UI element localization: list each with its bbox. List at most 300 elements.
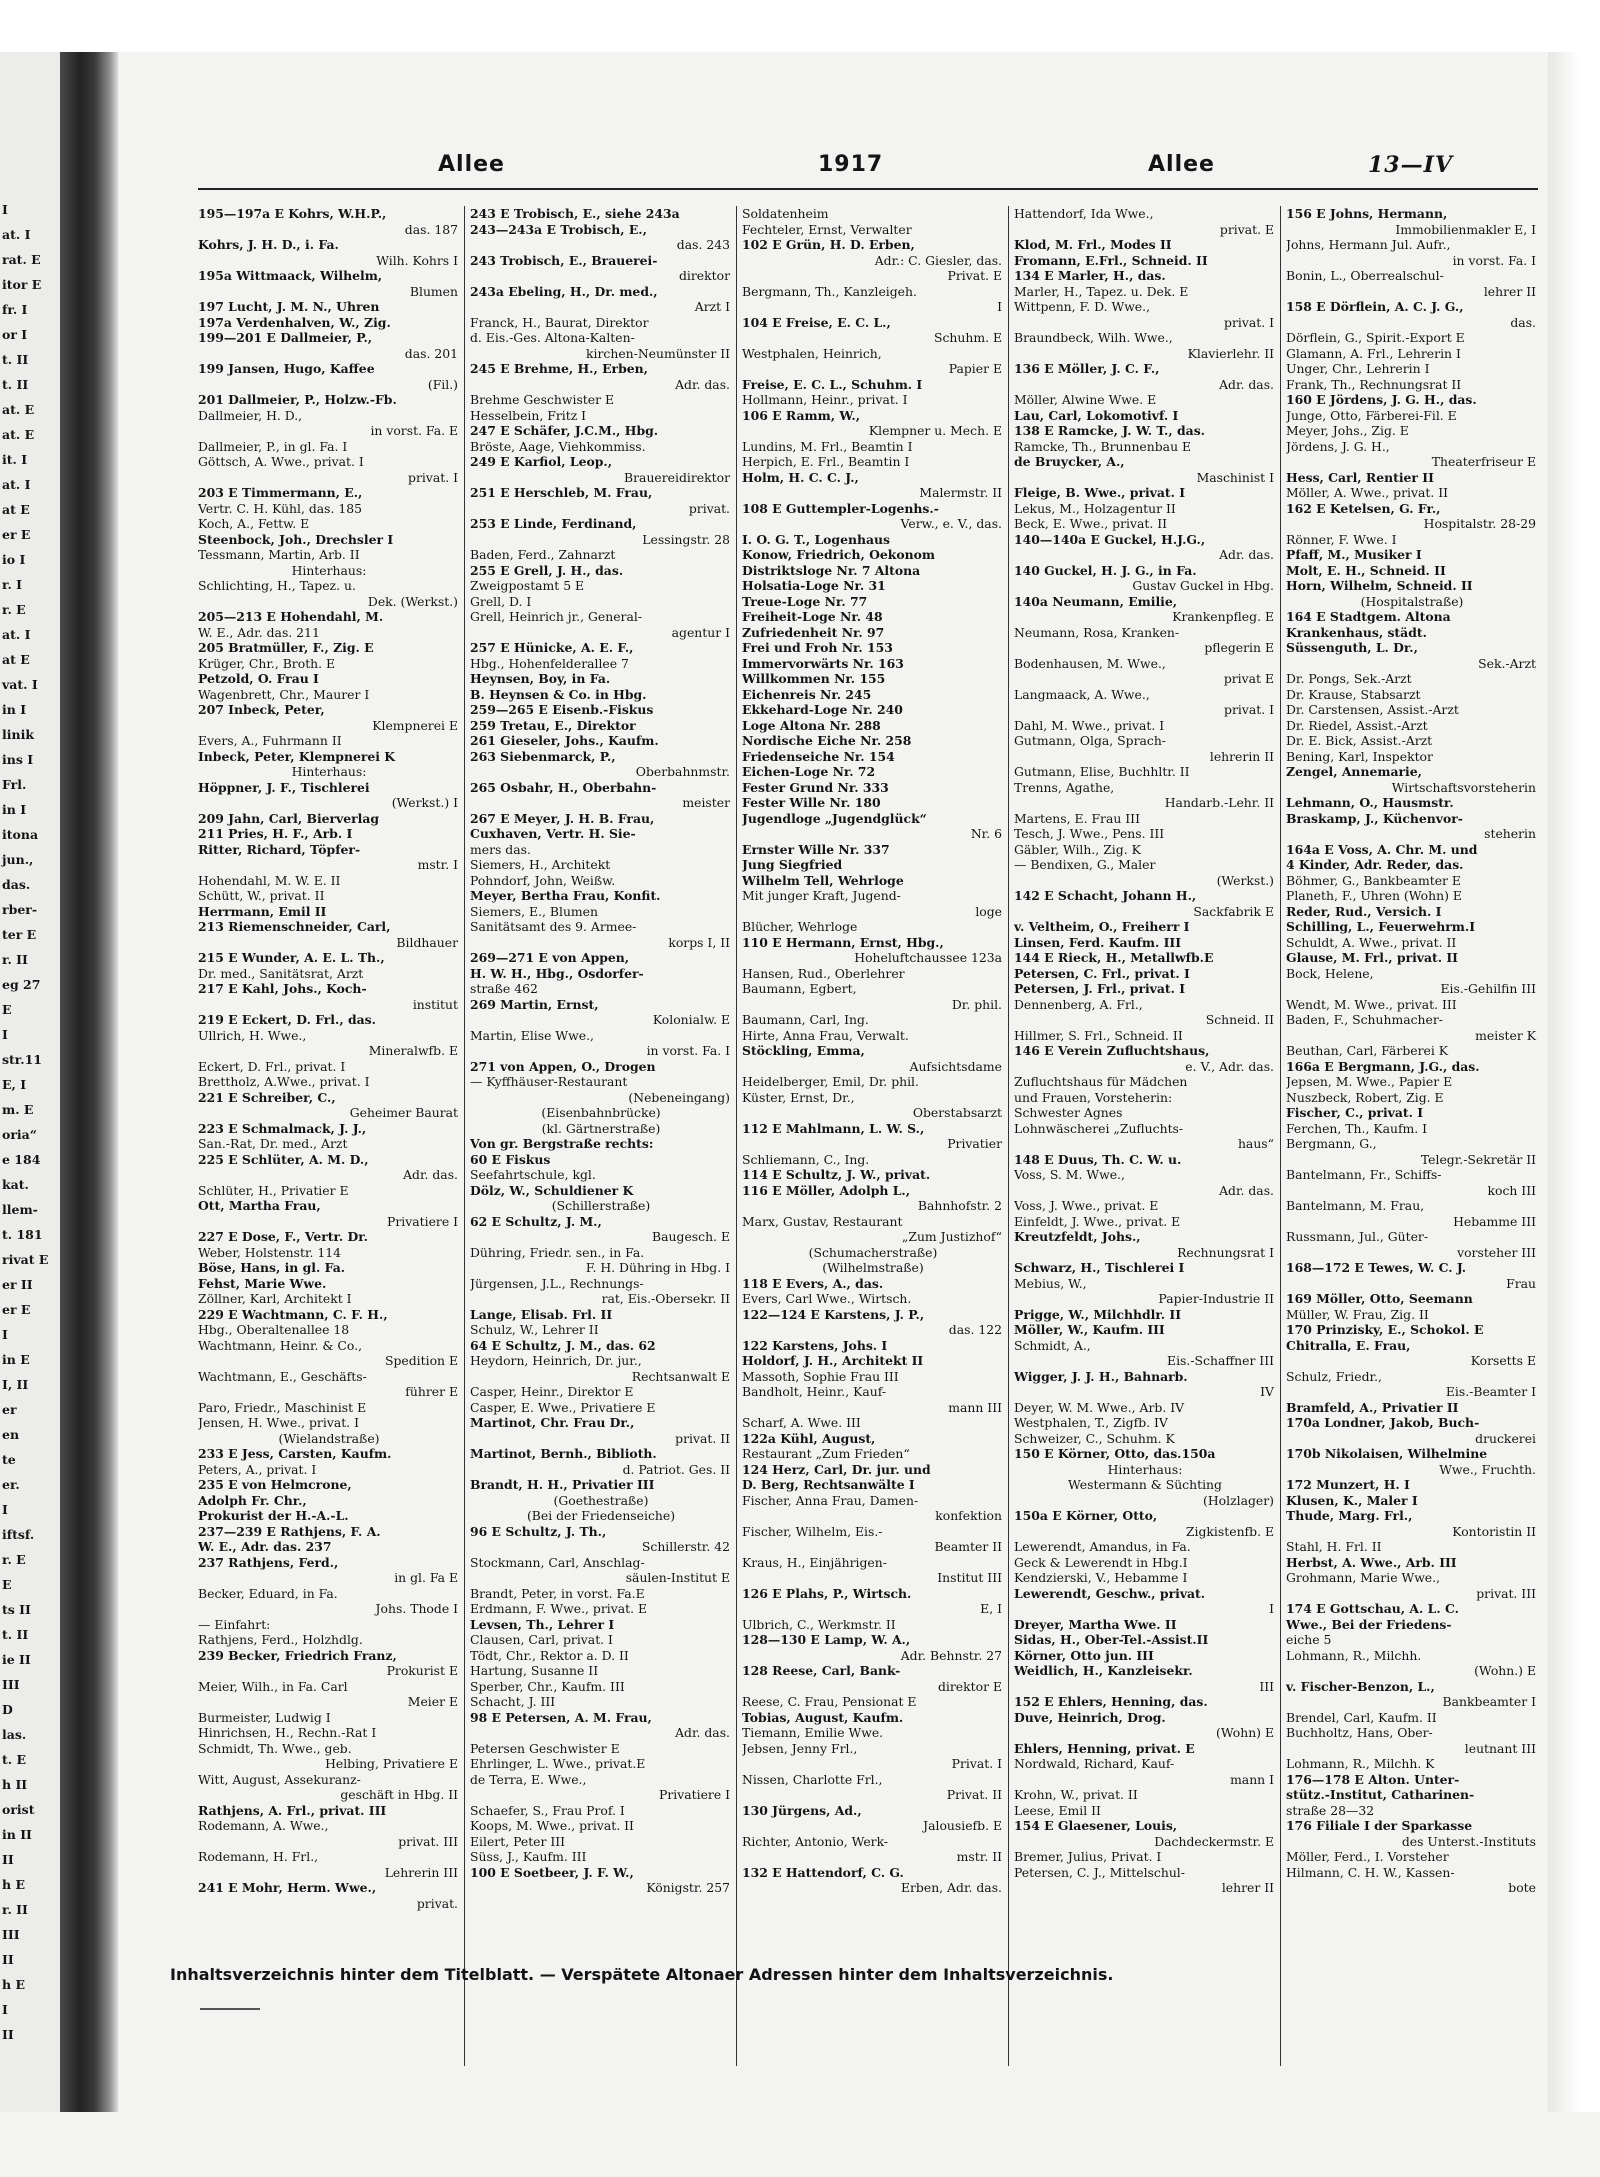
directory-column-3 — [742, 206, 1004, 2066]
directory-entry-line: Eckert, D. Frl., privat. I — [198, 1058, 346, 1074]
directory-entry-line: Stöckling, Emma, — [742, 1043, 865, 1058]
directory-entry-line: Heynsen, Boy, in Fa. — [470, 671, 611, 686]
previous-page-fragment: str.11 — [2, 1052, 42, 1067]
directory-entry-line: Blücher, Wehrloge — [742, 919, 858, 934]
directory-entry-line: Schilling, L., Feuerwehrm.I — [1286, 919, 1476, 934]
directory-entry-line: Immervorwärts Nr. 163 — [742, 655, 904, 671]
directory-entry-line: leutnant III — [1464, 1740, 1536, 1756]
directory-entry-line: 267 E Meyer, J. H. B. Frau, — [470, 810, 655, 826]
directory-entry-line: institut — [412, 996, 458, 1012]
directory-entry-line: Levsen, Th., Lehrer I — [470, 1616, 615, 1632]
directory-entry-line: 116 E Möller, Adolph L., — [742, 1182, 911, 1198]
directory-entry-line: Dr. phil. — [951, 996, 1002, 1012]
previous-page-fragment: II — [2, 1852, 14, 1867]
directory-entry-line: Möller, Ferd., I. Vorsteher — [1286, 1849, 1449, 1864]
directory-entry-line: Schuldt, A. Wwe., privat. II — [1286, 934, 1457, 950]
directory-entry-line: Lohmann, R., Milchh. K — [1286, 1756, 1435, 1771]
directory-entry-line: Möller, A. Wwe., privat. II — [1286, 485, 1449, 500]
directory-entry-line: Brauereidirektor — [624, 469, 730, 485]
previous-page-fragment: er. — [2, 1477, 20, 1492]
directory-entry-line: 253 E Linde, Ferdinand, — [470, 516, 637, 531]
directory-entry-line: Witt, August, Assekuranz- — [198, 1771, 361, 1787]
previous-page-fragment: rber- — [2, 902, 38, 917]
directory-entry-line: Freise, E. C. L., Schuhm. I — [742, 376, 923, 392]
directory-entry-line: Bodenhausen, M. Wwe., — [1014, 655, 1166, 671]
directory-entry-line: Grell, Heinrich jr., General- — [470, 609, 643, 624]
directory-entry-line: 205 Bratmüller, F., Zig. E — [198, 640, 374, 655]
directory-entry-line: 199 Jansen, Hugo, Kaffee — [198, 361, 375, 376]
directory-entry-line: Sanitätsamt des 9. Armee- — [470, 919, 637, 934]
directory-entry-line: (Schillerstraße) — [551, 1198, 651, 1213]
directory-entry-line: 209 Jahn, Carl, Bierverlag — [198, 810, 380, 826]
directory-entry-line: Adr. das. — [403, 1167, 458, 1182]
directory-entry-line: Seefahrtschule, kgl. — [470, 1167, 596, 1182]
directory-entry-line: des Unterst.-Instituts — [1401, 1833, 1536, 1849]
directory-entry-line: Maschinist I — [1196, 469, 1274, 485]
directory-entry-line: 114 E Schultz, J. W., privat. — [742, 1167, 931, 1182]
directory-entry-line: Horn, Wilhelm, Schneid. II — [1286, 578, 1473, 593]
directory-entry-line: mann III — [948, 1399, 1002, 1415]
directory-entry-line: 229 E Wachtmann, C. F. H., — [198, 1306, 388, 1322]
directory-entry-line: das. 187 — [404, 221, 458, 237]
directory-entry-line: 4 Kinder, Adr. Reder, das. — [1286, 857, 1464, 872]
directory-entry-line: Privatiere I — [387, 1213, 458, 1229]
directory-entry-line: Hospitalstr. 28-29 — [1423, 516, 1536, 531]
directory-entry-line: I — [1269, 1601, 1274, 1616]
directory-entry-line: Kendzierski, V., Hebamme I — [1014, 1570, 1188, 1585]
directory-entry-line: Deyer, W. M. Wwe., Arb. IV — [1014, 1399, 1185, 1415]
directory-entry-line: direktor — [678, 268, 730, 283]
directory-entry-line: Hebamme III — [1453, 1213, 1536, 1229]
directory-entry-line: 140—140a E Guckel, H.J.G., — [1014, 531, 1206, 547]
directory-entry-line: Lessingstr. 28 — [642, 531, 730, 547]
directory-entry-line: Bramfeld, A., Privatier II — [1286, 1399, 1459, 1415]
directory-entry-line: Schlichting, H., Tapez. u. — [198, 578, 356, 593]
directory-entry-line: privat. I — [408, 469, 458, 485]
directory-entry-line: Sidas, H., Ober-Tel.-Assist.II — [1014, 1632, 1209, 1647]
directory-entry-line: 239 Becker, Friedrich Franz, — [198, 1647, 397, 1663]
directory-entry-line: Massoth, Sophie Frau III — [742, 1368, 899, 1384]
previous-page-fragment: r. II — [2, 952, 28, 967]
directory-entry-line: eiche 5 — [1286, 1632, 1332, 1647]
directory-entry-line: privat E — [1223, 671, 1274, 686]
directory-entry-line: Martin, Elise Wwe., — [470, 1027, 594, 1043]
directory-entry-line: 126 E Plahs, P., Wirtsch. — [742, 1585, 912, 1601]
directory-entry-line: Hinterhaus: — [291, 764, 367, 779]
directory-entry-line: 112 E Mahlmann, L. W. S., — [742, 1120, 925, 1136]
previous-page-fragment: Frl. — [2, 777, 27, 792]
directory-entry-line: Baumann, Egbert, — [742, 981, 857, 996]
directory-entry-line: Klusen, K., Maler I — [1286, 1492, 1418, 1508]
directory-entry-line: Stockmann, Carl, Anschlag- — [470, 1554, 645, 1570]
directory-entry-line: Dennenberg, A. Frl., — [1014, 996, 1143, 1012]
directory-entry-line: Herpich, E. Frl., Beamtin I — [742, 454, 910, 469]
previous-page-fragment: I — [2, 2002, 8, 2017]
directory-entry-line: Hattendorf, Ida Wwe., — [1014, 206, 1154, 221]
directory-entry-line: 144 E Rieck, H., Metallwfb.E — [1014, 950, 1214, 965]
previous-page-fragment: oria“ — [2, 1127, 37, 1142]
previous-page-fragment: vat. I — [2, 677, 38, 692]
directory-entry-line: Privatier — [947, 1136, 1002, 1151]
directory-entry-line: Adolph Fr. Chr., — [198, 1492, 307, 1508]
directory-entry-line: 140 Guckel, H. J. G., in Fa. — [1014, 562, 1197, 578]
directory-entry-line: 219 E Eckert, D. Frl., das. — [198, 1012, 376, 1027]
directory-entry-line: 122—124 E Karstens, J. P., — [742, 1306, 925, 1322]
directory-entry-line: Dr. Krause, Stabsarzt — [1286, 686, 1421, 702]
directory-entry-line: Schlüter, H., Privatier E — [198, 1182, 349, 1198]
directory-entry-line: Baden, Ferd., Zahnarzt — [470, 547, 616, 562]
directory-entry-line: Rechnungsrat I — [1177, 1244, 1274, 1260]
directory-entry-line: (Holzlager) — [1203, 1492, 1274, 1508]
directory-entry-line: Bildhauer — [396, 934, 458, 950]
directory-entry-line: 122a Kühl, August, — [742, 1430, 876, 1446]
directory-entry-line: Prokurist der H.-A.-L. — [198, 1508, 349, 1523]
directory-entry-line: Müller, W. Frau, Zig. II — [1286, 1306, 1429, 1322]
directory-entry-line: 162 E Ketelsen, G. Fr., — [1286, 500, 1441, 516]
directory-entry-line: 201 Dallmeier, P., Holzw.-Fb. — [198, 392, 397, 407]
previous-page-fragment: er E — [2, 527, 31, 542]
directory-entry-line: 138 E Ramcke, J. W. T., das. — [1014, 423, 1205, 438]
previous-page-fragment: rat. E — [2, 252, 41, 267]
directory-entry-line: 128 Reese, Carl, Bank- — [742, 1663, 901, 1678]
directory-entry-line: (Bei der Friedenseiche) — [526, 1508, 676, 1523]
directory-entry-line: Malermstr. II — [919, 485, 1002, 500]
directory-entry-line: Wagenbrett, Chr., Maurer I — [198, 686, 370, 702]
directory-entry-line: Wirtschaftsvorsteherin — [1391, 779, 1536, 795]
previous-page-fragment: I — [2, 202, 8, 217]
directory-entry-line: Evers, A., Fuhrmann II — [198, 733, 342, 748]
directory-column-2 — [470, 206, 732, 2066]
directory-entry-line: Petersen Geschwister E — [470, 1740, 620, 1756]
directory-entry-line: Böse, Hans, in gl. Fa. — [198, 1260, 346, 1275]
directory-entry-line: Zigkistenfb. E — [1185, 1523, 1274, 1539]
directory-entry-line: 136 E Möller, J. C. F., — [1014, 361, 1160, 376]
previous-page-fragment: t. II — [2, 377, 29, 392]
column-divider — [1280, 206, 1281, 2066]
directory-entry-line: 60 E Fiskus — [470, 1151, 551, 1167]
directory-entry-line: Mit junger Kraft, Jugend- — [742, 888, 901, 903]
directory-entry-line: Privat. I — [951, 1756, 1002, 1771]
directory-entry-line: 213 Riemenschneider, Carl, — [198, 919, 391, 934]
directory-entry-line: Dr. Riedel, Assist.-Arzt — [1286, 717, 1428, 733]
previous-page-fragment: itor E — [2, 277, 42, 292]
directory-entry-line: — Kyffhäuser-Restaurant — [470, 1074, 628, 1089]
directory-entry-line: das. — [1510, 314, 1536, 330]
directory-entry-line: Lekus, M., Holzagentur II — [1014, 500, 1176, 516]
directory-entry-line: Lange, Elisab. Frl. II — [470, 1306, 613, 1322]
directory-entry-line: Bantelmann, Fr., Schiffs- — [1286, 1167, 1442, 1182]
directory-entry-line: Loge Altona Nr. 288 — [742, 717, 881, 733]
directory-entry-line: Wittpenn, F. D. Wwe., — [1014, 299, 1151, 314]
directory-entry-line: Adr. Behnstr. 27 — [900, 1647, 1002, 1663]
directory-entry-line: Martinot, Chr. Frau Dr., — [470, 1415, 635, 1430]
directory-entry-line: Zweigpostamt 5 E — [470, 578, 585, 593]
directory-entry-line: Trenns, Agathe, — [1014, 779, 1115, 795]
directory-entry-line: in vorst. Fa. E — [370, 423, 458, 438]
directory-entry-line: Brendel, Carl, Kaufm. II — [1286, 1709, 1437, 1725]
directory-entry-line: Willkommen Nr. 155 — [742, 671, 886, 686]
running-head-year: 1917 — [818, 152, 884, 177]
directory-entry-line: Bening, Karl, Inspektor — [1286, 748, 1433, 764]
directory-entry-line: Neumann, Rosa, Kranken- — [1014, 624, 1180, 640]
directory-entry-line: Heydorn, Heinrich, Dr. jur., — [470, 1353, 642, 1368]
directory-entry-line: Tesch, J. Wwe., Pens. III — [1014, 826, 1165, 841]
directory-entry-line: Jürgensen, J.L., Rechnungs- — [470, 1275, 644, 1291]
directory-entry-line: 142 E Schacht, Johann H., — [1014, 888, 1197, 903]
directory-entry-line: Institut III — [937, 1570, 1002, 1585]
previous-page-fragment: at E — [2, 652, 30, 667]
directory-entry-line: Gutmann, Olga, Sprach- — [1014, 733, 1166, 748]
directory-entry-line: Lundins, M. Frl., Beamtin I — [742, 438, 913, 454]
previous-page-fragment: at. I — [2, 227, 31, 242]
directory-entry-line: privat. — [416, 1895, 458, 1911]
directory-entry-line: Lohmann, R., Milchh. — [1286, 1647, 1422, 1663]
directory-entry-line: Hinterhaus: — [1107, 1461, 1183, 1477]
directory-entry-line: Herbst, A. Wwe., Arb. III — [1286, 1554, 1457, 1570]
directory-entry-line: Buchholtz, Hans, Ober- — [1286, 1725, 1433, 1740]
directory-entry-line: 176 Filiale I der Sparkasse — [1286, 1818, 1473, 1833]
directory-entry-line: Ritter, Richard, Töpfer- — [198, 841, 361, 857]
directory-entry-line: Schliemann, C., Ing. — [742, 1151, 870, 1167]
directory-entry-line: Bahnhofstr. 2 — [917, 1198, 1002, 1213]
directory-column-5 — [1286, 206, 1538, 2066]
previous-page-fragment: llem- — [2, 1202, 38, 1217]
directory-entry-line: Krankenhaus, städt. — [1286, 624, 1427, 640]
directory-entry-line: Sackfabrik E — [1193, 903, 1274, 919]
directory-entry-line: Süss, J., Kaufm. III — [470, 1849, 587, 1864]
directory-entry-line: das. 201 — [404, 345, 458, 361]
directory-entry-line: de Bruycker, A., — [1014, 454, 1125, 469]
directory-entry-line: Zufluchtshaus für Mädchen — [1014, 1074, 1188, 1089]
directory-entry-line: 259 Tretau, E., Direktor — [470, 717, 636, 733]
previous-page-fragment: in II — [2, 1827, 32, 1842]
directory-entry-line: IV — [1260, 1384, 1274, 1399]
directory-entry-line: Hirte, Anna Frau, Verwalt. — [742, 1027, 909, 1043]
directory-entry-line: Molt, E. H., Schneid. II — [1286, 562, 1446, 578]
directory-entry-line: privat. I — [1224, 702, 1274, 717]
directory-entry-line: 170a Londner, Jakob, Buch- — [1286, 1415, 1480, 1430]
directory-entry-line: (Goethestraße) — [553, 1492, 649, 1508]
previous-page-fragment: t. E — [2, 1752, 27, 1767]
directory-entry-line: Eilert, Peter III — [470, 1833, 566, 1849]
directory-entry-line: Holm, H. C. C. J., — [742, 469, 859, 485]
directory-entry-line: pflegerin E — [1204, 640, 1274, 655]
directory-entry-line: Paro, Friedr., Maschinist E — [198, 1399, 367, 1415]
directory-entry-line: Geheimer Baurat — [349, 1105, 458, 1120]
previous-page-fragment: I, II — [2, 1377, 29, 1392]
directory-entry-line: Martinot, Bernh., Biblioth. — [470, 1446, 657, 1461]
directory-entry-line: (Wohn.) E — [1474, 1663, 1536, 1678]
directory-entry-line: 257 E Hünicke, A. E. F., — [470, 640, 634, 655]
directory-entry-line: Bantelmann, M. Frau, — [1286, 1198, 1425, 1213]
previous-page-fragment: at. I — [2, 477, 31, 492]
previous-page-fragment: t. 181 — [2, 1227, 43, 1242]
directory-entry-line: Gustav Guckel in Hbg. — [1132, 578, 1274, 593]
directory-entry-line: 259—265 E Eisenb.-Fiskus — [470, 702, 654, 717]
directory-entry-line: (Wohn) E — [1216, 1725, 1274, 1740]
directory-entry-line: Weidlich, H., Kanzleisekr. — [1014, 1663, 1193, 1678]
directory-entry-line: Dahl, M. Wwe., privat. I — [1014, 717, 1165, 733]
directory-entry-line: B. Heynsen & Co. in Hbg. — [470, 686, 647, 702]
directory-entry-line: 172 Munzert, H. I — [1286, 1477, 1410, 1492]
directory-entry-line: Jördens, J. G. H., — [1286, 438, 1390, 454]
directory-entry-line: Ulbrich, C., Werkmstr. II — [742, 1616, 896, 1632]
directory-entry-line: 62 E Schultz, J. M., — [470, 1213, 602, 1229]
directory-entry-line: Martens, E. Frau III — [1014, 810, 1140, 826]
directory-entry-line: lehrer II — [1221, 1880, 1274, 1895]
directory-entry-line: Westphalen, Heinrich, — [742, 345, 882, 361]
directory-entry-line: (Wilhelmstraße) — [822, 1260, 924, 1275]
directory-entry-line: Evers, Carl Wwe., Wirtsch. — [742, 1291, 912, 1306]
directory-entry-line: Wilh. Kohrs I — [376, 252, 458, 268]
directory-entry-line: in gl. Fa E — [394, 1570, 458, 1585]
directory-entry-line: 195—197a E Kohrs, W.H.P., — [198, 206, 387, 221]
directory-entry-line: Reder, Rud., Versich. I — [1286, 903, 1442, 919]
directory-entry-line: Krohn, W., privat. II — [1014, 1787, 1138, 1802]
previous-page-fragment: II — [2, 2027, 14, 2042]
directory-entry-line: Schmidt, A., — [1014, 1337, 1091, 1353]
directory-entry-line: I. O. G. T., Logenhaus — [742, 531, 891, 547]
directory-entry-line: 96 E Schultz, J. Th., — [470, 1523, 607, 1539]
directory-entry-line: 203 E Timmermann, E., — [198, 485, 363, 500]
directory-entry-line: Steenbock, Joh., Drechsler I — [198, 531, 394, 547]
directory-entry-line: Bröste, Aage, Viehkommiss. — [470, 438, 646, 454]
directory-entry-line: Westermann & Süchting — [1068, 1477, 1222, 1492]
directory-entry-line: 223 E Schmalmack, J. J., — [198, 1120, 367, 1136]
directory-entry-line: Eichenreis Nr. 245 — [742, 686, 872, 702]
directory-entry-line: Rodemann, H. Frl., — [198, 1849, 319, 1864]
page-right-edge — [1548, 52, 1600, 2112]
directory-entry-line: in vorst. Fa. I — [1452, 252, 1536, 268]
directory-entry-line: Jugendloge „Jugendglück“ — [742, 810, 927, 826]
directory-entry-line: Meyer, Johs., Zig. E — [1286, 423, 1409, 438]
directory-entry-line: Vertr. C. H. Kühl, das. 185 — [198, 500, 363, 516]
directory-entry-line: das. 122 — [948, 1322, 1002, 1337]
directory-entry-line: Grohmann, Marie Wwe., — [1286, 1570, 1441, 1585]
directory-entry-line: Höppner, J. F., Tischlerei — [198, 779, 370, 795]
directory-entry-line: mstr. I — [417, 857, 458, 872]
directory-entry-line: Russmann, Jul., Güter- — [1286, 1229, 1429, 1244]
directory-entry-line: meister — [682, 795, 730, 810]
directory-entry-line: Eis.-Beamter I — [1445, 1384, 1536, 1399]
directory-entry-line: das. 243 — [676, 237, 730, 252]
directory-entry-line: Weber, Holstenstr. 114 — [198, 1244, 342, 1260]
directory-entry-line: Verw., e. V., das. — [900, 516, 1002, 531]
directory-entry-line: (Nebeneingang) — [628, 1089, 730, 1105]
directory-entry-line: Hbg., Oberaltenallee 18 — [198, 1322, 350, 1337]
directory-entry-line: privat. I — [1224, 314, 1274, 330]
directory-entry-line: Bergmann, G., — [1286, 1136, 1377, 1151]
previous-page-fragment: r. II — [2, 1902, 28, 1917]
directory-entry-line: Prokurist E — [386, 1663, 458, 1678]
directory-entry-line: Ott, Martha Frau, — [198, 1198, 321, 1213]
directory-entry-line: Jepsen, M. Wwe., Papier E — [1286, 1074, 1453, 1089]
directory-entry-line: 150 E Körner, Otto, das.150a — [1014, 1446, 1216, 1461]
directory-entry-line: Konow, Friedrich, Oekonom — [742, 547, 936, 562]
directory-entry-line: (Fil.) — [427, 376, 458, 392]
directory-entry-line: Kontoristin II — [1452, 1523, 1536, 1539]
previous-page-fragment: in I — [2, 802, 27, 817]
directory-entry-line: (Schumacherstraße) — [808, 1244, 938, 1260]
directory-entry-line: Hansen, Rud., Oberlehrer — [742, 965, 905, 981]
directory-entry-line: Adr. das. — [675, 1725, 730, 1740]
previous-page-fragment: I — [2, 1027, 8, 1042]
directory-entry-line: Dr. E. Bick, Assist.-Arzt — [1286, 733, 1433, 748]
directory-entry-line: e. V., Adr. das. — [1185, 1058, 1274, 1074]
directory-entry-line: Marler, H., Tapez. u. Dek. E — [1014, 283, 1189, 299]
previous-page-fragment: E — [2, 1002, 12, 1017]
directory-entry-line: 205—213 E Hohendahl, M. — [198, 609, 384, 624]
directory-entry-line: Papier-Industrie II — [1158, 1291, 1274, 1306]
directory-entry-line: Distriktsloge Nr. 7 Altona — [742, 562, 921, 578]
directory-entry-line: Rodemann, A. Wwe., — [198, 1818, 329, 1833]
directory-entry-line: Braundbeck, Wilh. Wwe., — [1014, 330, 1173, 345]
directory-entry-line: 174 E Gottschau, A. L. C. — [1286, 1601, 1459, 1616]
directory-entry-line: Helbing, Privatiere E — [325, 1756, 458, 1771]
previous-page-fragment: er II — [2, 1277, 33, 1292]
directory-entry-line: Leese, Emil II — [1014, 1802, 1101, 1818]
directory-entry-line: Tessmann, Martin, Arb. II — [198, 547, 360, 562]
directory-entry-line: d. Eis.-Ges. Altona-Kalten- — [470, 330, 635, 345]
directory-entry-line: Schütt, W., privat. II — [198, 888, 325, 903]
directory-entry-line: Zöllner, Karl, Architekt I — [198, 1291, 352, 1306]
directory-entry-line: Schulz, Friedr., — [1286, 1368, 1382, 1384]
directory-entry-line: Korsetts E — [1470, 1353, 1536, 1368]
directory-entry-line: (Hospitalstraße) — [1360, 593, 1464, 609]
directory-entry-line: Marx, Gustav, Restaurant — [742, 1213, 903, 1229]
directory-entry-line: Bergmann, Th., Kanzleigeh. — [742, 283, 917, 299]
directory-entry-line: agentur I — [671, 624, 730, 640]
previous-page-fragment: E, I — [2, 1077, 27, 1092]
directory-entry-line: Ernster Wille Nr. 337 — [742, 841, 890, 857]
previous-page-fragment: t. II — [2, 1627, 29, 1642]
directory-entry-line: 207 Inbeck, Peter, — [198, 702, 325, 717]
column-divider — [1008, 206, 1009, 2066]
directory-entry-line: säulen-Institut E — [625, 1570, 730, 1585]
directory-entry-line: 199—201 E Dallmeier, P., — [198, 330, 373, 345]
directory-entry-line: „Zum Justizhof“ — [901, 1229, 1002, 1244]
directory-entry-line: korps I, II — [668, 934, 730, 950]
directory-entry-line: Schacht, J. III — [470, 1694, 556, 1709]
directory-entry-line: Göttsch, A. Wwe., privat. I — [198, 454, 364, 469]
previous-page-fragment: jun., — [2, 852, 34, 867]
directory-entry-line: Unger, Chr., Lehrerin I — [1286, 361, 1430, 376]
directory-entry-line: 243 E Trobisch, E., siehe 243a — [470, 206, 680, 221]
directory-entry-line: Hollmann, Heinr., privat. I — [742, 392, 908, 407]
directory-entry-line: Inbeck, Peter, Klempnerei K — [198, 748, 396, 764]
previous-page-fragment: er E — [2, 1302, 31, 1317]
directory-entry-line: Lehmann, O., Hausmstr. — [1286, 795, 1454, 810]
directory-entry-line: 269 Martin, Ernst, — [470, 996, 599, 1012]
directory-entry-line: straße 462 — [470, 981, 538, 996]
directory-entry-line: 235 E von Helmcrone, — [198, 1477, 352, 1492]
directory-entry-line: (kl. Gärtnerstraße) — [541, 1120, 661, 1136]
directory-entry-line: Hilmann, C. H. W., Kassen- — [1286, 1864, 1455, 1880]
previous-page-fragment: ins I — [2, 752, 34, 767]
previous-page-fragment: er — [2, 1402, 17, 1417]
directory-entry-line: Ramcke, Th., Brunnenbau E — [1014, 438, 1192, 454]
directory-entry-line: Richter, Antonio, Werk- — [742, 1833, 889, 1849]
directory-entry-line: Bandholt, Heinr., Kauf- — [742, 1384, 887, 1399]
bottom-mark — [200, 2008, 260, 2010]
previous-page-fragment: r. E — [2, 602, 26, 617]
directory-entry-line: Mineralwfb. E — [368, 1043, 458, 1058]
directory-entry-line: Hbg., Hohenfelderallee 7 — [470, 655, 629, 671]
directory-entry-line: straße 28—32 — [1286, 1802, 1375, 1818]
directory-entry-line: 215 E Wunder, A. E. L. Th., — [198, 950, 385, 965]
directory-entry-line: Papier E — [948, 361, 1002, 376]
previous-page-fragment: en — [2, 1427, 20, 1442]
